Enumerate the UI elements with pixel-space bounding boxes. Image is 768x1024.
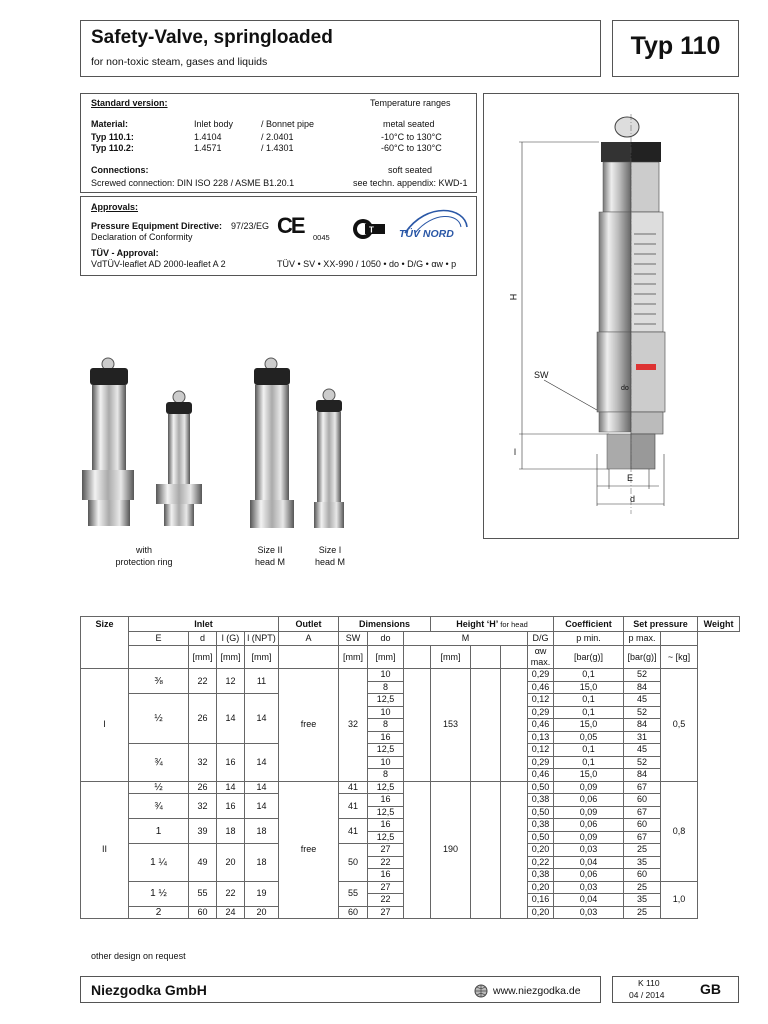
inlet-lnpt-cell: 11 [245, 669, 279, 694]
tuv-nord-text: TÜV NORD [399, 228, 454, 240]
svg-text:T: T [369, 225, 374, 235]
pmin-cell: 15,0 [554, 769, 624, 782]
coefficient-cell: 0,38 [528, 869, 554, 882]
pmax-cell: 60 [624, 819, 661, 832]
pmin-cell: 0,05 [554, 731, 624, 744]
label-l: l [514, 447, 516, 457]
unit-lnpt: [mm] [245, 646, 279, 669]
valve-photo-2 [156, 391, 202, 526]
unit-e [129, 646, 189, 669]
screwed-connection: Screwed connection: DIN ISO 228 / ASME B1.20.1 [91, 178, 295, 188]
do-cell: 27 [368, 844, 404, 857]
inlet-lnpt-cell: 18 [245, 819, 279, 844]
outlet-cell: free [279, 669, 339, 782]
do-cell: 12,5 [368, 781, 404, 794]
table-row [81, 781, 740, 794]
title-box [80, 20, 601, 77]
coefficient-cell: 0,50 [528, 806, 554, 819]
weight-cell: 0,8 [661, 781, 698, 881]
type-label: Typ 110 [630, 32, 721, 60]
pmin-cell: 0,1 [554, 744, 624, 757]
unit-d: [mm] [189, 646, 217, 669]
unit-lg: [mm] [217, 646, 245, 669]
inlet-lnpt-cell: 14 [245, 694, 279, 744]
pmin-cell: 0,03 [554, 844, 624, 857]
sw-cell: 41 [339, 794, 368, 819]
table-row [81, 669, 740, 682]
sub-pmax: p max. [624, 632, 661, 646]
website-link[interactable]: www.niezgodka.de [493, 985, 581, 997]
sub-sw: SW [339, 632, 368, 646]
language-code: GB [700, 981, 721, 997]
inlet-lg-cell: 14 [217, 781, 245, 794]
inlet-d-cell: 39 [189, 819, 217, 844]
spec-box [80, 93, 477, 193]
document-code-box [612, 976, 739, 1003]
do-cell: 8 [368, 769, 404, 782]
coefficient-cell: 0,12 [528, 694, 554, 707]
product-photos [78, 350, 368, 540]
coefficient-cell: 0,50 [528, 781, 554, 794]
inlet-e-cell: ¾ [129, 794, 189, 819]
pmin-cell: 0,04 [554, 856, 624, 869]
approvals-title: Approvals: [91, 202, 139, 212]
footer-box [80, 976, 601, 1003]
do-cell: 27 [368, 881, 404, 894]
sub-lg: l (G) [217, 632, 245, 646]
sub-lnpt: l (NPT) [245, 632, 279, 646]
sectional-drawing [484, 94, 738, 538]
pmin-cell: 0,1 [554, 756, 624, 769]
pmin-cell: 0,09 [554, 781, 624, 794]
size-cell: I [81, 669, 129, 782]
tuv-leaflet: VdTÜV-leaflet AD 2000-leaflet A 2 [91, 259, 226, 269]
unit-m1 [404, 646, 431, 669]
document-date: 04 / 2014 [629, 990, 665, 1000]
coefficient-cell: 0,38 [528, 794, 554, 807]
caption-1-line-2: protection ring [115, 557, 173, 567]
metal-seated-label: metal seated [383, 119, 435, 129]
sub-a: A [279, 632, 339, 646]
sub-d: d [189, 632, 217, 646]
inlet-d-cell: 26 [189, 781, 217, 794]
pmax-cell: 67 [624, 831, 661, 844]
pmax-cell: 60 [624, 794, 661, 807]
pmax-cell: 25 [624, 881, 661, 894]
typ-110-1-label: Typ 110.1: [91, 132, 134, 142]
pmin-cell: 0,04 [554, 894, 624, 907]
standard-version-label: Standard version: [91, 98, 168, 108]
see-appendix: see techn. appendix: KWD-1 [353, 178, 468, 188]
inlet-lg-cell: 16 [217, 744, 245, 782]
coefficient-cell: 0,46 [528, 681, 554, 694]
weight-cell: 1,0 [661, 881, 698, 919]
inlet-d-cell: 26 [189, 694, 217, 744]
sub-weight [661, 632, 698, 646]
pmin-cell: 0,1 [554, 706, 624, 719]
coefficient-cell: 0,46 [528, 769, 554, 782]
pmin-cell: 0,06 [554, 794, 624, 807]
caption-2-line-1: Size II [257, 545, 283, 555]
table-body [81, 669, 740, 919]
unit-m3 [471, 646, 501, 669]
company-name: Niezgodka GmbH [91, 982, 207, 998]
inlet-lnpt-cell: 18 [245, 844, 279, 882]
table-header-row-2 [81, 632, 740, 646]
ce-number: 0045 [313, 233, 330, 242]
unit-size [81, 646, 129, 669]
photo-caption-2 [245, 544, 295, 568]
label-d: d [630, 494, 636, 504]
do-cell: 8 [368, 719, 404, 732]
pmin-cell: 0,09 [554, 806, 624, 819]
typ-110-2-temp: -60°C to 130°C [381, 143, 442, 153]
page-title: Safety-Valve, springloaded [91, 27, 333, 48]
pmax-cell: 67 [624, 806, 661, 819]
do-cell: 16 [368, 819, 404, 832]
typ-110-2-label: Typ 110.2: [91, 143, 134, 153]
sub-m: M [404, 632, 528, 646]
do-cell: 16 [368, 794, 404, 807]
height-cell: 190 [431, 781, 471, 919]
bonnet-pipe-label: / Bonnet pipe [261, 119, 315, 129]
height-cell-c [471, 781, 501, 919]
pmax-cell: 84 [624, 681, 661, 694]
inlet-lg-cell: 24 [217, 906, 245, 919]
typ-110-2-inlet: 1.4571 [194, 143, 222, 153]
caption-1-line-1: with [135, 545, 152, 555]
inlet-d-cell: 32 [189, 794, 217, 819]
ce-mark: CE [277, 213, 304, 238]
do-cell: 10 [368, 669, 404, 682]
table-header-row-1 [81, 617, 740, 632]
header-dimensions: Dimensions [339, 617, 431, 632]
pmax-cell: 25 [624, 844, 661, 857]
inlet-d-cell: 60 [189, 906, 217, 919]
do-cell: 12,5 [368, 806, 404, 819]
valve-photo-4 [314, 389, 344, 528]
pmax-cell: 35 [624, 856, 661, 869]
typ-110-1-bonnet: / 2.0401 [261, 132, 294, 142]
pmax-cell: 35 [624, 894, 661, 907]
header-height-note: for head [500, 619, 528, 629]
do-cell: 10 [368, 706, 404, 719]
inlet-d-cell: 22 [189, 669, 217, 694]
label-e: E [627, 473, 634, 483]
temperature-ranges-label: Temperature ranges [370, 98, 451, 108]
inlet-lg-cell: 16 [217, 794, 245, 819]
material-label: Material: [91, 119, 129, 129]
pmin-cell: 15,0 [554, 719, 624, 732]
specification-table [80, 616, 740, 919]
inlet-lg-cell: 12 [217, 669, 245, 694]
typ-110-1-temp: -10°C to 130°C [381, 132, 442, 142]
unit-pmax: [bar(g)] [624, 646, 661, 669]
height-cell-a [404, 781, 431, 919]
height-cell-d [501, 781, 528, 919]
header-size: Size [81, 617, 129, 632]
globe-icon [474, 984, 488, 1003]
unit-m4 [501, 646, 528, 669]
size-cell: II [81, 781, 129, 919]
photo-caption-3 [307, 544, 353, 568]
header-height-label: Height ‘H’ [456, 618, 498, 629]
unit-sw: [mm] [339, 646, 368, 669]
pmin-cell: 0,1 [554, 694, 624, 707]
coefficient-cell: 0,16 [528, 894, 554, 907]
inlet-lnpt-cell: 14 [245, 744, 279, 782]
do-cell: 27 [368, 906, 404, 919]
coefficient-cell: 0,22 [528, 856, 554, 869]
inlet-d-cell: 49 [189, 844, 217, 882]
ped-value: 97/23/EG [231, 221, 270, 231]
pmax-cell: 52 [624, 756, 661, 769]
unit-weight: ~ [kg] [661, 646, 698, 669]
ped-label: Pressure Equipment Directive: [91, 221, 223, 231]
soft-seated-label: soft seated [388, 165, 433, 175]
pmin-cell: 0,06 [554, 869, 624, 882]
sub-pmin: p min. [554, 632, 624, 646]
photo-caption-1 [104, 544, 184, 568]
unit-do: [mm] [368, 646, 404, 669]
pmin-cell: 15,0 [554, 681, 624, 694]
header-size-cont [81, 632, 129, 646]
inlet-lg-cell: 22 [217, 881, 245, 906]
typ-110-1-inlet: 1.4104 [194, 132, 222, 142]
sw-cell: 41 [339, 819, 368, 844]
pmax-cell: 60 [624, 869, 661, 882]
pmax-cell: 67 [624, 781, 661, 794]
pmin-cell: 0,09 [554, 831, 624, 844]
pmax-cell: 45 [624, 694, 661, 707]
do-cell: 16 [368, 731, 404, 744]
inlet-lnpt-cell: 14 [245, 781, 279, 794]
inlet-e-cell: 2 [129, 906, 189, 919]
pmin-cell: 0,03 [554, 881, 624, 894]
pmax-cell: 52 [624, 669, 661, 682]
sw-cell: 32 [339, 669, 368, 782]
valve-photo-1 [82, 358, 134, 526]
tuv-approval-title: TÜV - Approval: [91, 248, 159, 258]
table-header-row-3 [81, 646, 740, 669]
coefficient-cell: 0,20 [528, 906, 554, 919]
coefficient-cell: 0,46 [528, 719, 554, 732]
inlet-e-cell: 1 ½ [129, 881, 189, 906]
typ-110-2-bonnet: / 1.4301 [261, 143, 294, 153]
inlet-lg-cell: 14 [217, 694, 245, 744]
pmax-cell: 84 [624, 719, 661, 732]
inlet-lg-cell: 20 [217, 844, 245, 882]
do-cell: 22 [368, 856, 404, 869]
type-box [612, 20, 739, 77]
coefficient-cell: 0,29 [528, 756, 554, 769]
header-inlet: Inlet [129, 617, 279, 632]
header-set-pressure: Set pressure [624, 617, 698, 632]
sub-dg: D/G [528, 632, 554, 646]
page-subtitle: for non-toxic steam, gases and liquids [91, 56, 268, 68]
unit-alpha: αw max. [528, 646, 554, 669]
tuv-code: TÜV • SV • XX-990 / 1050 • do • D/G • αw • p [277, 259, 457, 269]
pmax-cell: 25 [624, 906, 661, 919]
inlet-e-cell: 1 ¼ [129, 844, 189, 882]
height-cell-a [404, 669, 431, 782]
do-cell: 12,5 [368, 744, 404, 757]
height-cell-c [471, 669, 501, 782]
sw-cell: 60 [339, 906, 368, 919]
caption-3-line-1: Size I [318, 545, 342, 555]
inlet-d-cell: 55 [189, 881, 217, 906]
inlet-d-cell: 32 [189, 744, 217, 782]
do-cell: 12,5 [368, 831, 404, 844]
sub-do: do [368, 632, 404, 646]
pmax-cell: 84 [624, 769, 661, 782]
pmin-cell: 0,1 [554, 669, 624, 682]
header-weight: Weight [698, 617, 740, 632]
inlet-e-cell: ½ [129, 694, 189, 744]
do-cell: 12,5 [368, 694, 404, 707]
inlet-e-cell: ½ [129, 781, 189, 794]
do-cell: 16 [368, 869, 404, 882]
coefficient-cell: 0,50 [528, 831, 554, 844]
weight-cell: 0,5 [661, 669, 698, 782]
do-cell: 22 [368, 894, 404, 907]
coefficient-cell: 0,12 [528, 744, 554, 757]
sw-cell: 41 [339, 781, 368, 794]
pmin-cell: 0,03 [554, 906, 624, 919]
unit-m: [mm] [431, 646, 471, 669]
inlet-lnpt-cell: 20 [245, 906, 279, 919]
pmax-cell: 45 [624, 744, 661, 757]
connections-label: Connections: [91, 165, 149, 175]
valve-photo-3 [250, 358, 294, 528]
inlet-lnpt-cell: 14 [245, 794, 279, 819]
coefficient-cell: 0,29 [528, 669, 554, 682]
inlet-body-label: Inlet body [194, 119, 234, 129]
pmax-cell: 31 [624, 731, 661, 744]
label-h: H [508, 293, 519, 301]
inlet-e-cell: ¾ [129, 744, 189, 782]
label-sw: SW [534, 370, 549, 380]
height-cell-d [501, 669, 528, 782]
sw-cell: 50 [339, 844, 368, 882]
pmax-cell: 52 [624, 706, 661, 719]
inlet-lg-cell: 18 [217, 819, 245, 844]
pmin-cell: 0,06 [554, 819, 624, 832]
inlet-e-cell: ⅜ [129, 669, 189, 694]
inlet-lnpt-cell: 19 [245, 881, 279, 906]
unit-pmin: [bar(g)] [554, 646, 624, 669]
coefficient-cell: 0,20 [528, 881, 554, 894]
do-cell: 8 [368, 681, 404, 694]
header-height [431, 617, 554, 632]
approvals-box [80, 196, 477, 276]
header-coefficient: Coefficient [554, 617, 624, 632]
unit-a [279, 646, 339, 669]
coefficient-cell: 0,29 [528, 706, 554, 719]
caption-2-line-2: head M [254, 557, 286, 567]
document-code: K 110 [638, 978, 660, 988]
pct-logo-icon [351, 217, 385, 246]
technical-drawing-box [483, 93, 739, 539]
coefficient-cell: 0,38 [528, 819, 554, 832]
inlet-e-cell: 1 [129, 819, 189, 844]
height-cell: 153 [431, 669, 471, 782]
do-cell: 10 [368, 756, 404, 769]
header-outlet: Outlet [279, 617, 339, 632]
caption-3-line-2: head M [314, 557, 346, 567]
footer-note: other design on request [91, 951, 186, 961]
label-do: do [621, 385, 629, 392]
coefficient-cell: 0,13 [528, 731, 554, 744]
coefficient-cell: 0,20 [528, 844, 554, 857]
sub-e: E [129, 632, 189, 646]
declaration-label: Declaration of Conformity [91, 232, 193, 242]
sw-cell: 55 [339, 881, 368, 906]
outlet-cell: free [279, 781, 339, 919]
